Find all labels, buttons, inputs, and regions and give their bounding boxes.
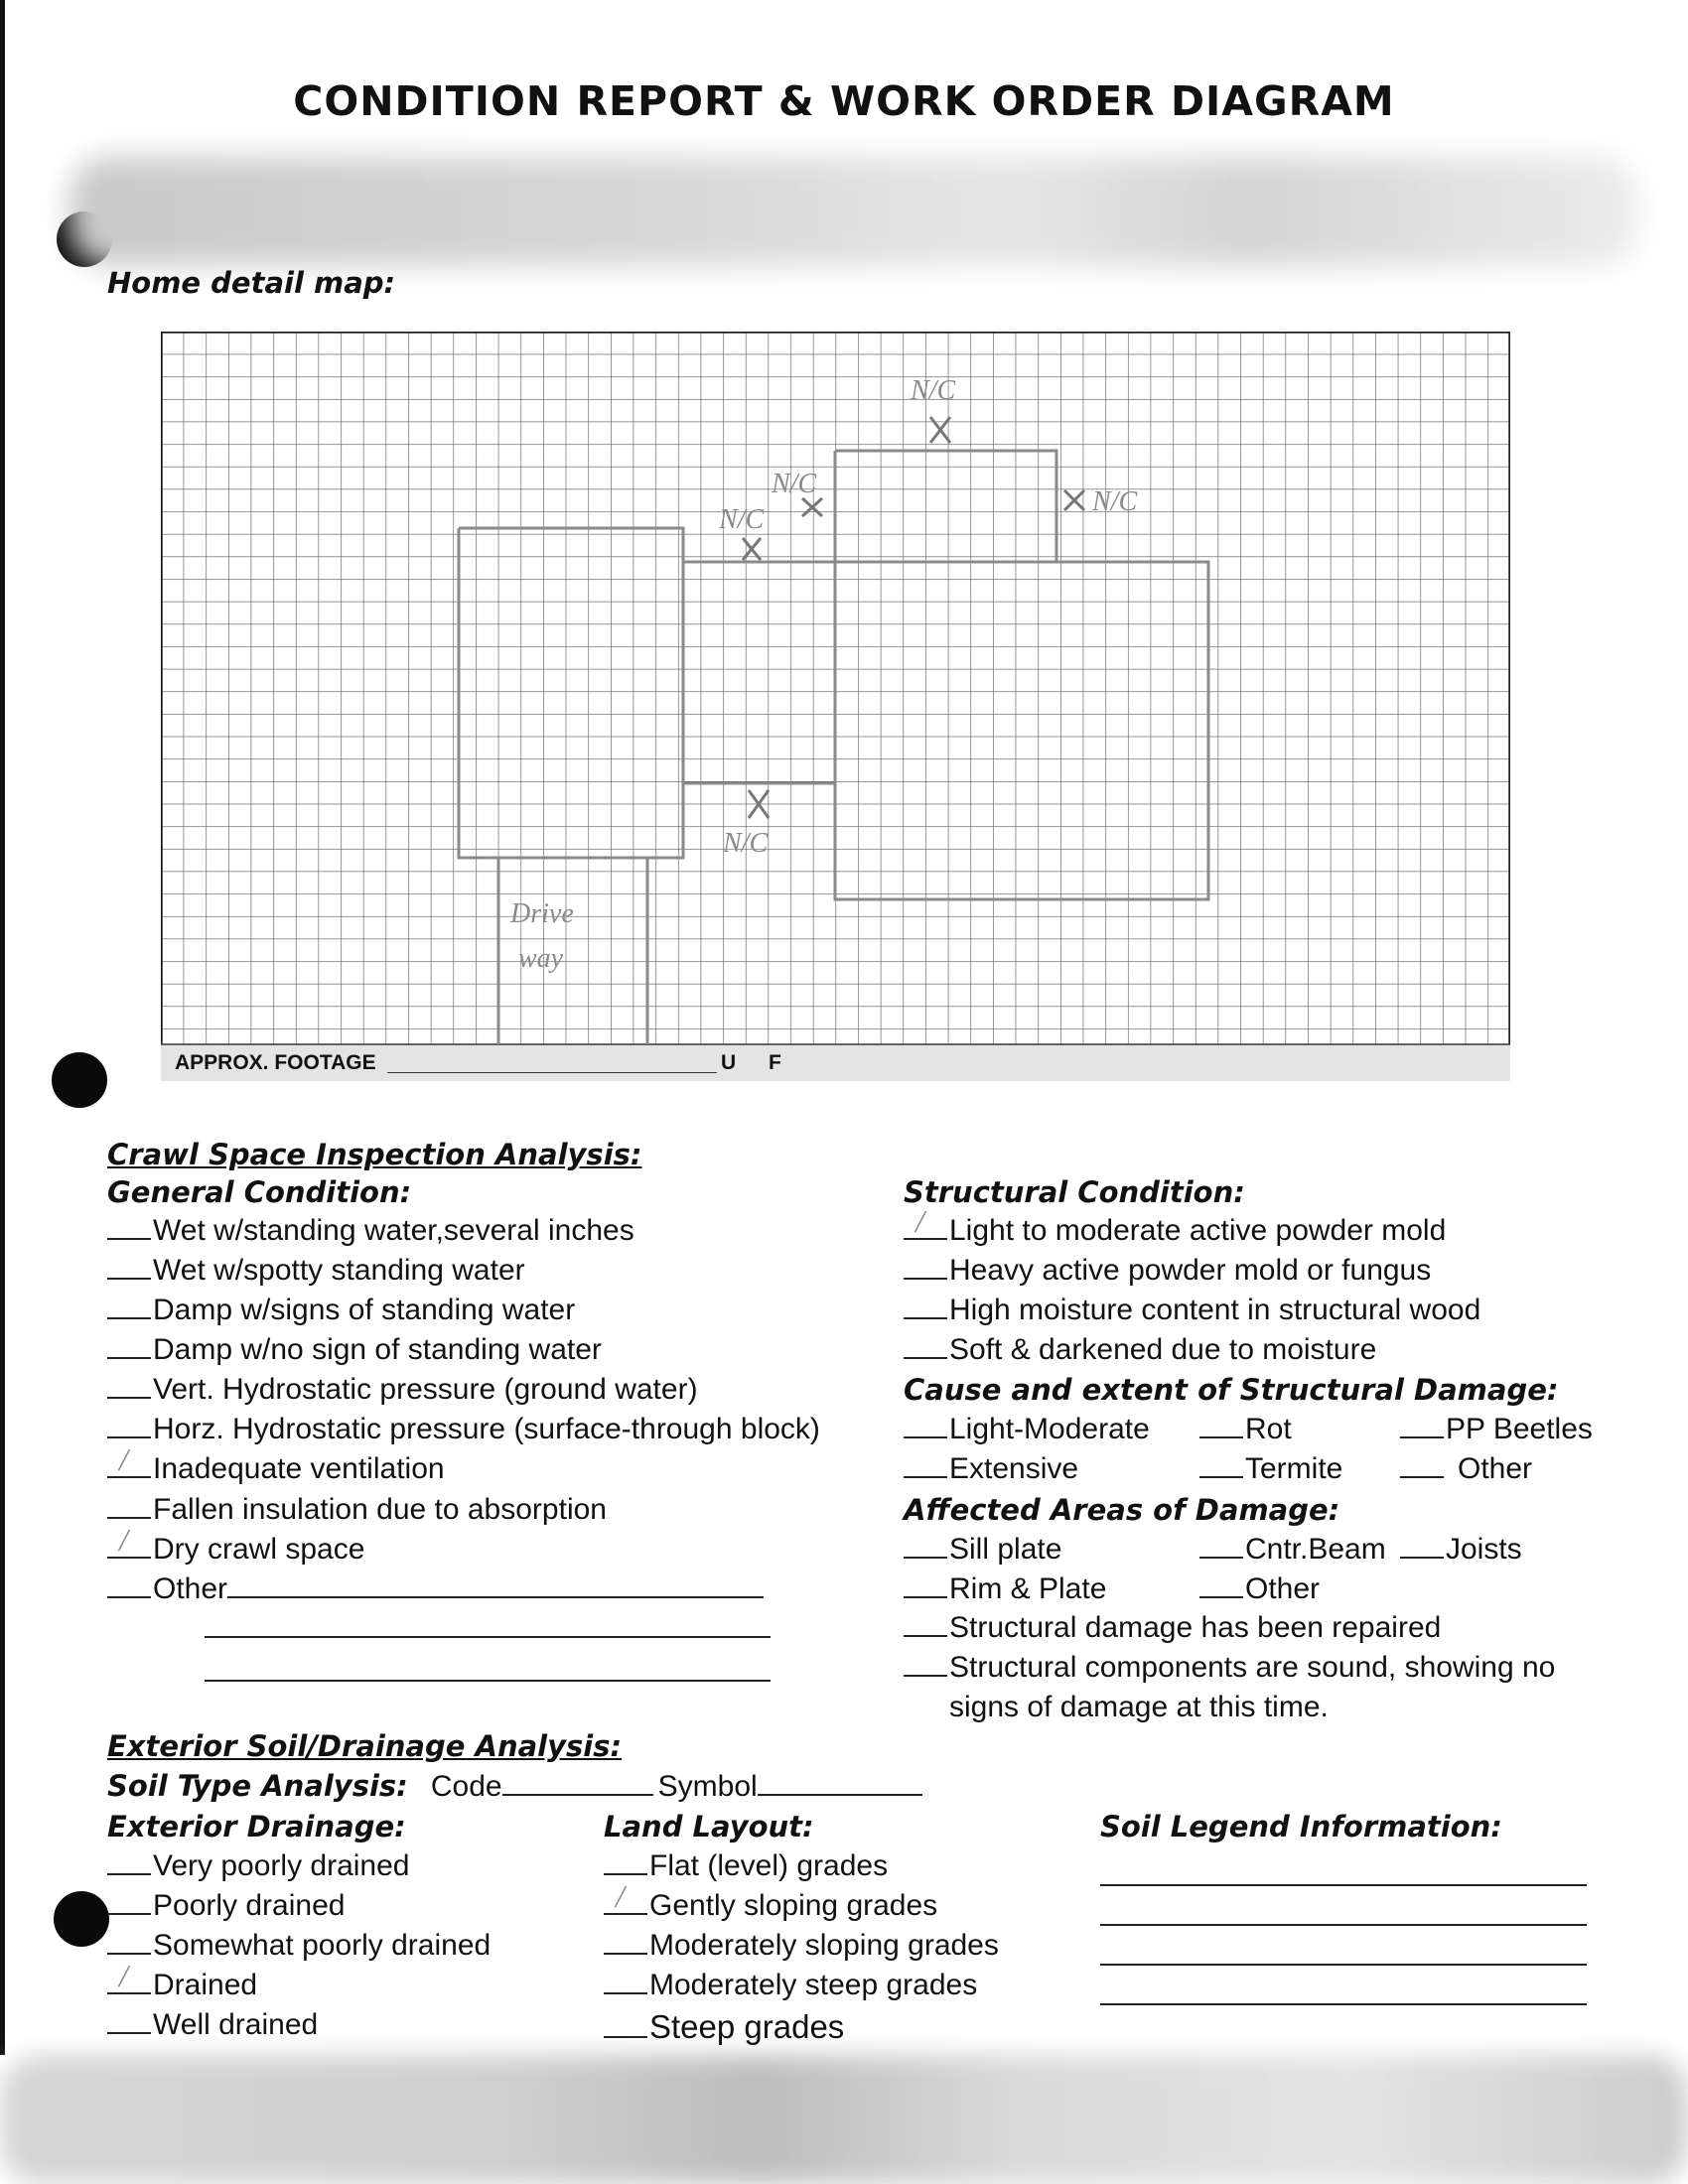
nc-label-bottom: N/C	[723, 828, 769, 859]
land-item[interactable]: Flat (level) grades	[604, 1849, 888, 1883]
affected-item[interactable]: Cntr.Beam	[1199, 1533, 1386, 1567]
page-left-edge	[0, 0, 5, 2055]
drainage-item[interactable]: / Drained	[107, 1969, 257, 2002]
soil-legend-line-2[interactable]	[1100, 1924, 1587, 1926]
soil-type-label: Soil Type Analysis:	[107, 1769, 408, 1803]
cause-item[interactable]: PP Beetles	[1400, 1413, 1593, 1446]
soil-legend-line-4[interactable]	[1100, 2003, 1587, 2005]
land-item[interactable]: Moderately sloping grades	[604, 1929, 999, 1963]
repair-item[interactable]: Structural components are sound, showing no	[904, 1651, 1555, 1685]
other-notes-line-2[interactable]	[205, 1680, 771, 1682]
land-layout-heading: Land Layout:	[604, 1810, 814, 1843]
drainage-item[interactable]: Well drained	[107, 2008, 318, 2042]
code-label: Code	[430, 1770, 502, 1803]
cause-extent-heading: Cause and extent of Structural Damage:	[904, 1373, 1559, 1407]
soil-type-row	[107, 1769, 922, 1804]
structural-item[interactable]: / Light to moderate active powder mold	[904, 1214, 1446, 1248]
map-heading: Home detail map:	[107, 266, 396, 300]
symbol-field[interactable]	[758, 1770, 922, 1796]
affected-item[interactable]: Other	[1199, 1572, 1320, 1606]
general-item[interactable]: Damp w/signs of standing water	[107, 1294, 575, 1327]
crawl-space-heading: Crawl Space Inspection Analysis:	[107, 1138, 642, 1171]
affected-item[interactable]: Rim & Plate	[904, 1572, 1106, 1606]
general-item[interactable]: Horz. Hydrostatic pressure (surface-through block)	[107, 1413, 820, 1446]
land-item[interactable]: Steep grades	[604, 2008, 844, 2046]
structural-item[interactable]: Soft & darkened due to moisture	[904, 1333, 1376, 1367]
nc-label-upper-left: N/C	[772, 469, 817, 499]
other-notes-line-1[interactable]	[205, 1636, 771, 1638]
drainage-item[interactable]: Somewhat poorly drained	[107, 1929, 491, 1963]
structural-condition-heading: Structural Condition:	[904, 1175, 1245, 1209]
cause-item[interactable]: Rot	[1199, 1413, 1292, 1446]
general-item[interactable]: Wet w/spotty standing water	[107, 1254, 525, 1288]
cause-item[interactable]: Extensive	[904, 1452, 1078, 1486]
footage-unit-f: F	[769, 1051, 781, 1074]
nc-label-right: N/C	[1092, 486, 1138, 517]
cause-item[interactable]: Light-Moderate	[904, 1413, 1150, 1446]
drainage-item[interactable]: Poorly drained	[107, 1889, 345, 1923]
approx-footage-blank[interactable]	[387, 1072, 717, 1073]
punch-hole-bottom	[54, 1891, 109, 1947]
code-field[interactable]	[502, 1770, 653, 1796]
structural-item[interactable]: Heavy active powder mold or fungus	[904, 1254, 1431, 1288]
approx-footage-label: APPROX. FOOTAGE	[175, 1051, 376, 1074]
general-condition-heading: General Condition:	[107, 1175, 412, 1209]
general-item[interactable]: Damp w/no sign of standing water	[107, 1333, 602, 1367]
general-item-other[interactable]: Other	[107, 1572, 764, 1606]
page-title: CONDITION REPORT & WORK ORDER DIAGRAM	[293, 77, 1395, 125]
soil-legend-line-1[interactable]	[1100, 1884, 1587, 1886]
general-item[interactable]: Wet w/standing water,several inches	[107, 1214, 634, 1248]
soil-legend-heading: Soil Legend Information:	[1100, 1810, 1502, 1843]
redacted-footer-area	[0, 2055, 1688, 2184]
exterior-drainage-heading: Exterior Drainage:	[107, 1810, 406, 1843]
driveway-label-line1: Drive	[510, 898, 574, 929]
repair-item[interactable]: Structural damage has been repaired	[904, 1611, 1441, 1645]
affected-item[interactable]: Joists	[1400, 1533, 1522, 1567]
affected-areas-heading: Affected Areas of Damage:	[904, 1493, 1340, 1527]
general-item[interactable]: Fallen insulation due to absorption	[107, 1493, 607, 1527]
nc-label-left: N/C	[719, 504, 765, 535]
soil-legend-line-3[interactable]	[1100, 1964, 1587, 1966]
cause-item[interactable]: Other	[1400, 1452, 1532, 1486]
redacted-header-area	[70, 157, 1638, 266]
driveway-label-line2: way	[518, 943, 564, 974]
affected-item[interactable]: Sill plate	[904, 1533, 1061, 1567]
cause-item[interactable]: Termite	[1199, 1452, 1342, 1486]
structural-item[interactable]: High moisture content in structural wood	[904, 1294, 1480, 1327]
general-item[interactable]: Vert. Hydrostatic pressure (ground water)	[107, 1373, 698, 1407]
general-item[interactable]: / Inadequate ventilation	[107, 1452, 445, 1486]
exterior-heading: Exterior Soil/Drainage Analysis:	[107, 1729, 623, 1763]
land-item[interactable]: Moderately steep grades	[604, 1969, 977, 2002]
approx-footage-row	[161, 1044, 1510, 1080]
home-detail-map	[161, 332, 1510, 1081]
drainage-item[interactable]: Very poorly drained	[107, 1849, 410, 1883]
symbol-label: Symbol	[657, 1770, 758, 1803]
nc-label-top: N/C	[911, 375, 956, 406]
land-item[interactable]: / Gently sloping grades	[604, 1889, 937, 1923]
repair-item-continuation: signs of damage at this time.	[949, 1691, 1329, 1723]
punch-hole-middle	[52, 1052, 107, 1108]
general-item[interactable]: / Dry crawl space	[107, 1533, 364, 1567]
footage-unit-u: U	[721, 1051, 737, 1074]
